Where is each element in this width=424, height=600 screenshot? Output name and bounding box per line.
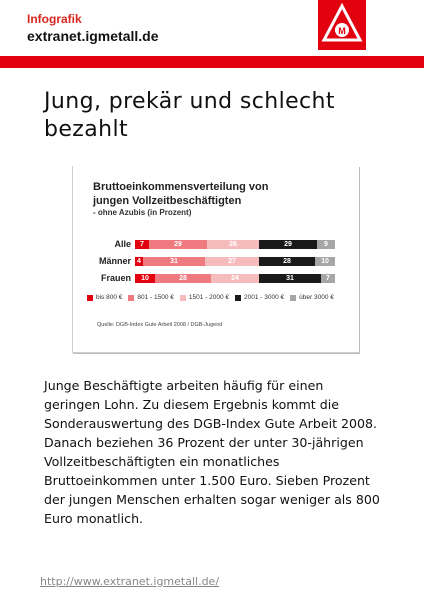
bar-segment: 27 bbox=[205, 257, 259, 266]
bar-segment: 24 bbox=[211, 274, 259, 283]
chart-subtitle: - ohne Azubis (in Prozent) bbox=[93, 208, 192, 217]
bar-segment: 4 bbox=[135, 257, 143, 266]
bar-segment: 26 bbox=[207, 240, 259, 249]
bar-row bbox=[135, 257, 335, 266]
bar-segment: 31 bbox=[143, 257, 205, 266]
svg-text:M: M bbox=[338, 26, 346, 36]
legend-swatch bbox=[128, 295, 134, 301]
chart-title bbox=[93, 180, 268, 208]
bar-segment: 10 bbox=[315, 257, 335, 266]
legend-swatch bbox=[235, 295, 241, 301]
legend-swatch bbox=[290, 295, 296, 301]
legend-swatch bbox=[180, 295, 186, 301]
legend-label: über 3000 € bbox=[299, 294, 334, 301]
legend-swatch bbox=[87, 295, 93, 301]
bar-row bbox=[135, 274, 335, 283]
footer-link[interactable]: http://www.extranet.igmetall.de/ bbox=[40, 575, 220, 588]
legend-label: bis 800 € bbox=[96, 294, 123, 301]
legend-item bbox=[87, 294, 122, 301]
header-kicker: Infografik bbox=[27, 12, 82, 26]
chart-source: Quelle: DGB-Index Gute Arbeit 2008 / DGB-Jugend bbox=[97, 322, 223, 328]
category-label: Frauen bbox=[100, 273, 131, 283]
bar-segment: 7 bbox=[135, 240, 149, 249]
bar-segment: 10 bbox=[135, 274, 155, 283]
chart-title-line1: Bruttoeinkommensverteilung von bbox=[93, 181, 269, 193]
bar-segment: 7 bbox=[321, 274, 335, 283]
page-title: Jung, prekär und schlecht bezahlt bbox=[44, 89, 335, 142]
legend-item bbox=[290, 294, 334, 301]
legend-label: 2001 - 3000 € bbox=[244, 294, 285, 301]
legend-item bbox=[235, 294, 284, 301]
chart-title-line2: jungen Vollzeitbeschäftigten bbox=[93, 195, 242, 207]
brand-bar bbox=[0, 56, 424, 68]
bar-segment: 28 bbox=[259, 257, 315, 266]
legend-label: 1501 - 2000 € bbox=[188, 294, 230, 301]
category-label: Männer bbox=[98, 256, 131, 266]
bar-segment: 31 bbox=[259, 274, 321, 283]
chart-legend bbox=[87, 294, 357, 301]
bar-row bbox=[135, 240, 335, 249]
bar-segment: 28 bbox=[155, 274, 211, 283]
header bbox=[0, 0, 424, 56]
header-site: extranet.igmetall.de bbox=[27, 28, 159, 44]
legend-item bbox=[180, 294, 229, 301]
category-label: Alle bbox=[114, 239, 131, 249]
legend-item bbox=[128, 294, 174, 301]
bar-segment: 29 bbox=[259, 240, 317, 249]
bar-segment: 29 bbox=[149, 240, 207, 249]
infographic-chart bbox=[72, 166, 359, 353]
ig-metall-logo-icon bbox=[318, 0, 366, 50]
body-paragraph: Junge Beschäftigte arbeiten häufig für einen geringen Lohn. Zu diesem Ergebnis kommt die Sonderauswertung des DGB-Index Gute Arbeit 2008. Danach beziehen 36 Prozent der unter 30-jährigen Vollzeitbeschäftigten ein monatliches Bruttoeinkommen unter 1.500 Euro. Sieben Prozent der jungen Menschen erhalten sogar weniger als 800 Euro monatlich. bbox=[44, 378, 380, 526]
legend-label: 801 - 1500 € bbox=[137, 294, 174, 301]
bar-segment: 9 bbox=[317, 240, 335, 249]
